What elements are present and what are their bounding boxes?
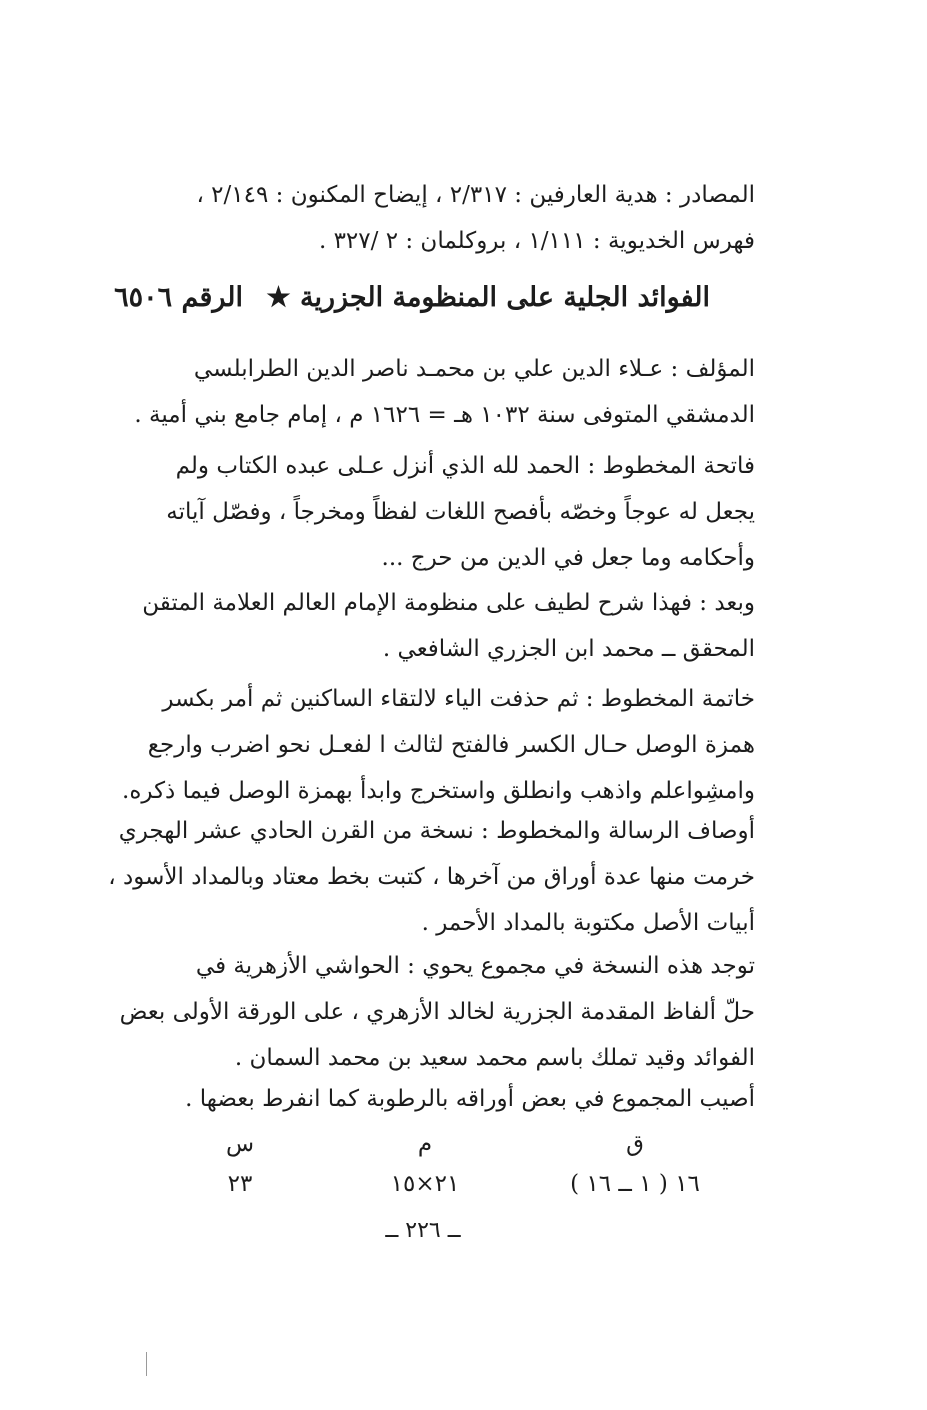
- location-line: الفوائد وقيد تملك باسم محمد سعيد بن محمد السمان .: [234, 1045, 755, 1071]
- location-paragraph: [105, 943, 755, 1081]
- description-paragraph: [105, 808, 755, 946]
- page-number: ــ ٢٢٦ ــ: [385, 1218, 461, 1243]
- closing-paragraph: [105, 676, 755, 814]
- closing-line: خاتمة المخطوط : ثم حذفت الياء لالتقاء الساكنين ثم أمر بكسر: [162, 686, 755, 712]
- stats-value-leaves: ١٦ ( ١ ــ ١٦ ): [570, 1171, 700, 1197]
- stats-header-row: [190, 1124, 710, 1164]
- closing-line: وامشِواعلم واذهب وانطلق واستخرج وابدأ بهمزة الوصل فيما ذكره.: [122, 778, 755, 804]
- after-line: وبعد : فهذا شرح لطيف على منظومة الإمام العالم العلامة المتقن: [142, 590, 755, 616]
- stats-value-size: ٢١×١٥: [390, 1171, 460, 1197]
- sources-line: فهرس الخديوية : ١/١١١ ، بروكلمان : ٢ /٣٢٧ .: [318, 228, 755, 254]
- stats-header-lines: س: [225, 1131, 255, 1157]
- description-line: أبيات الأصل مكتوبة بالمداد الأحمر .: [421, 910, 755, 936]
- sources-paragraph: [105, 172, 755, 264]
- author-paragraph: [105, 346, 755, 438]
- description-line: أوصاف الرسالة والمخطوط : نسخة من القرن الحادي عشر الهجري: [118, 818, 755, 844]
- opening-line: فاتحة المخطوط : الحمد لله الذي أنزل عـلى عبده الكتاب ولم: [175, 453, 755, 479]
- condition-line: أصيب المجموع في بعض أوراقه بالرطوبة كما انفرط بعضها .: [185, 1086, 755, 1112]
- entry-number: الرقم ٦٥٠٦: [114, 282, 243, 313]
- entry-title: الفوائد الجلية على المنظومة الجزرية ★: [266, 282, 710, 313]
- margin-mark: [146, 1352, 147, 1376]
- after-line: المحقق ــ محمد ابن الجزري الشافعي .: [382, 636, 755, 662]
- author-line: المؤلف : عـلاء الدين علي بن محمـد ناصر الدين الطرابلسي: [193, 356, 755, 382]
- opening-paragraph: [105, 443, 755, 581]
- after-paragraph: [105, 580, 755, 672]
- location-line: توجد هذه النسخة في مجموع يحوي : الحواشي الأزهرية في: [195, 953, 755, 979]
- stats-header-size: م: [417, 1131, 433, 1157]
- sources-line: المصادر : هدية العارفين : ٢/٣١٧ ، إيضاح المكنون : ٢/١٤٩ ،: [196, 182, 755, 208]
- stats-table: [190, 1124, 710, 1204]
- stats-header-leaves: ق: [626, 1131, 644, 1157]
- author-line: الدمشقي المتوفى سنة ١٠٣٢ هـ = ١٦٢٦ م ، إمام جامع بني أمية .: [134, 402, 755, 428]
- stats-value-row: [190, 1164, 710, 1204]
- stats-value-lines: ٢٣: [227, 1171, 253, 1197]
- closing-line: همزة الوصل حـال الكسر فالفتح لثالث ا لفعـل نحو اضرب وارجع: [147, 732, 755, 758]
- location-line: حلّ ألفاظ المقدمة الجزرية لخالد الأزهري ، على الورقة الأولى بعض: [119, 999, 755, 1025]
- condition-paragraph: [105, 1076, 755, 1122]
- description-line: خرمت منها عدة أوراق من آخرها ، كتبت بخط معتاد وبالمداد الأسود ،: [108, 864, 755, 890]
- opening-line: يجعل له عوجاً وخصّه بأفصح اللغات لفظاً ومخرجاً ، وفصّل آياته: [166, 499, 755, 525]
- opening-line: وأحكامه وما جعل في الدين من حرج ...: [381, 545, 755, 571]
- entry-heading: [114, 278, 710, 318]
